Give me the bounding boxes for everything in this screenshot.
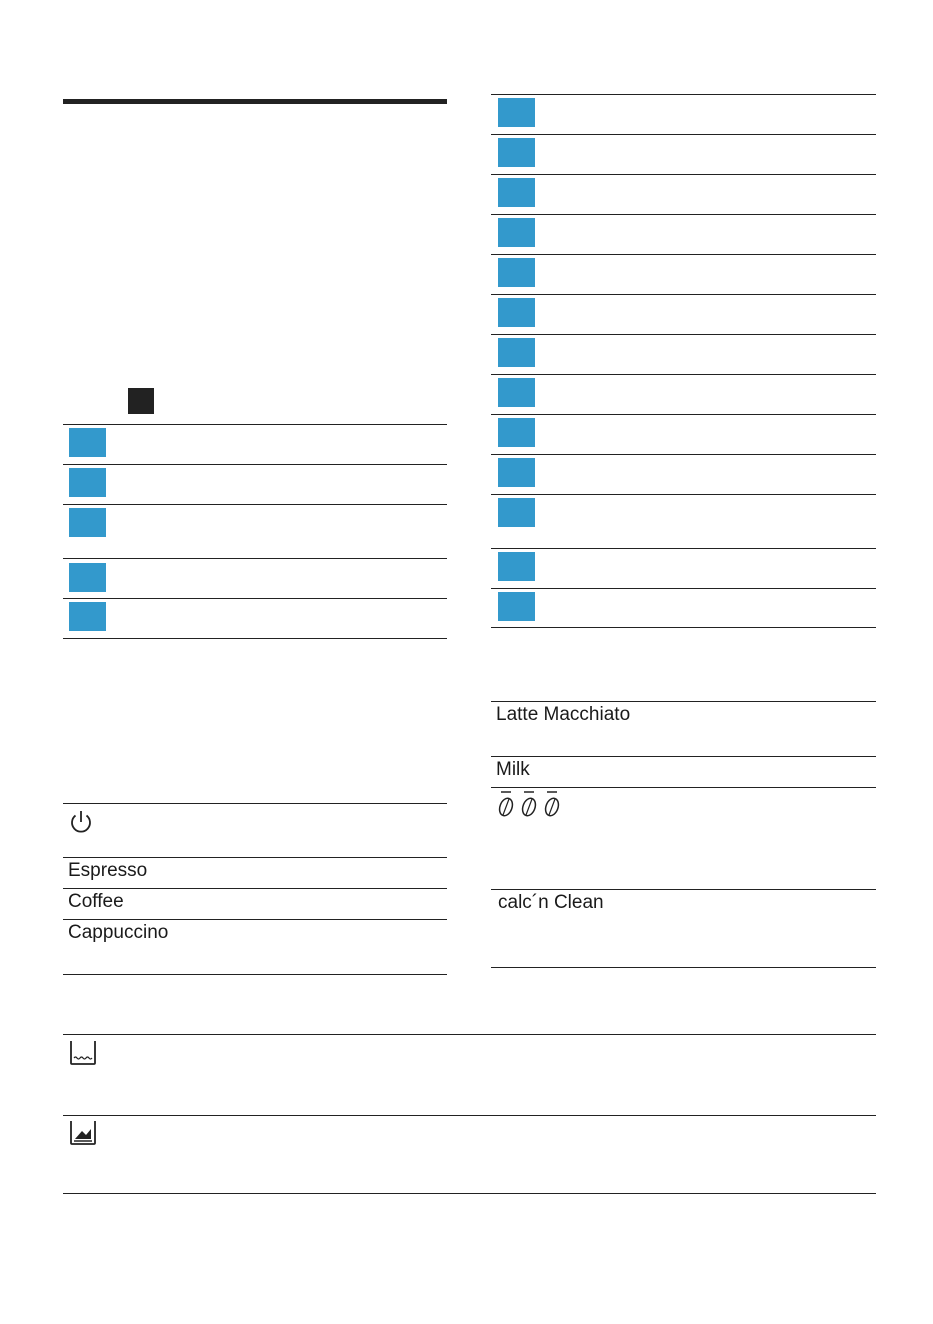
key-button[interactable] (498, 178, 535, 207)
key-button[interactable] (498, 552, 535, 581)
key-button[interactable] (498, 458, 535, 487)
table-cell: Espresso (68, 860, 148, 881)
water-tank-icon (68, 1039, 98, 1067)
power-icon[interactable] (67, 808, 95, 836)
key-button[interactable] (498, 98, 535, 127)
key-button[interactable] (498, 298, 535, 327)
key-button[interactable] (498, 258, 535, 287)
black-square-icon (128, 388, 154, 414)
descaling-tank-icon (68, 1119, 98, 1147)
table-cell: Latte Macchiato (496, 704, 631, 725)
key-button[interactable] (498, 138, 535, 167)
key-button[interactable] (498, 418, 535, 447)
key-button[interactable] (69, 428, 106, 457)
key-button[interactable] (69, 468, 106, 497)
key-button[interactable] (69, 508, 106, 537)
table-cell: Milk (496, 759, 530, 780)
key-button[interactable] (498, 378, 535, 407)
key-button[interactable] (498, 338, 535, 367)
table-cell: calc´n Clean (498, 892, 604, 913)
key-button[interactable] (498, 592, 535, 621)
key-button[interactable] (69, 563, 106, 592)
table-cell: Coffee (68, 891, 124, 912)
key-button[interactable] (498, 498, 535, 527)
table-cell: Cappuccino (68, 922, 169, 943)
coffee-bean-strength-icon[interactable] (497, 790, 563, 820)
key-button[interactable] (69, 602, 106, 631)
key-button[interactable] (498, 218, 535, 247)
section-heading-bar (63, 99, 447, 104)
